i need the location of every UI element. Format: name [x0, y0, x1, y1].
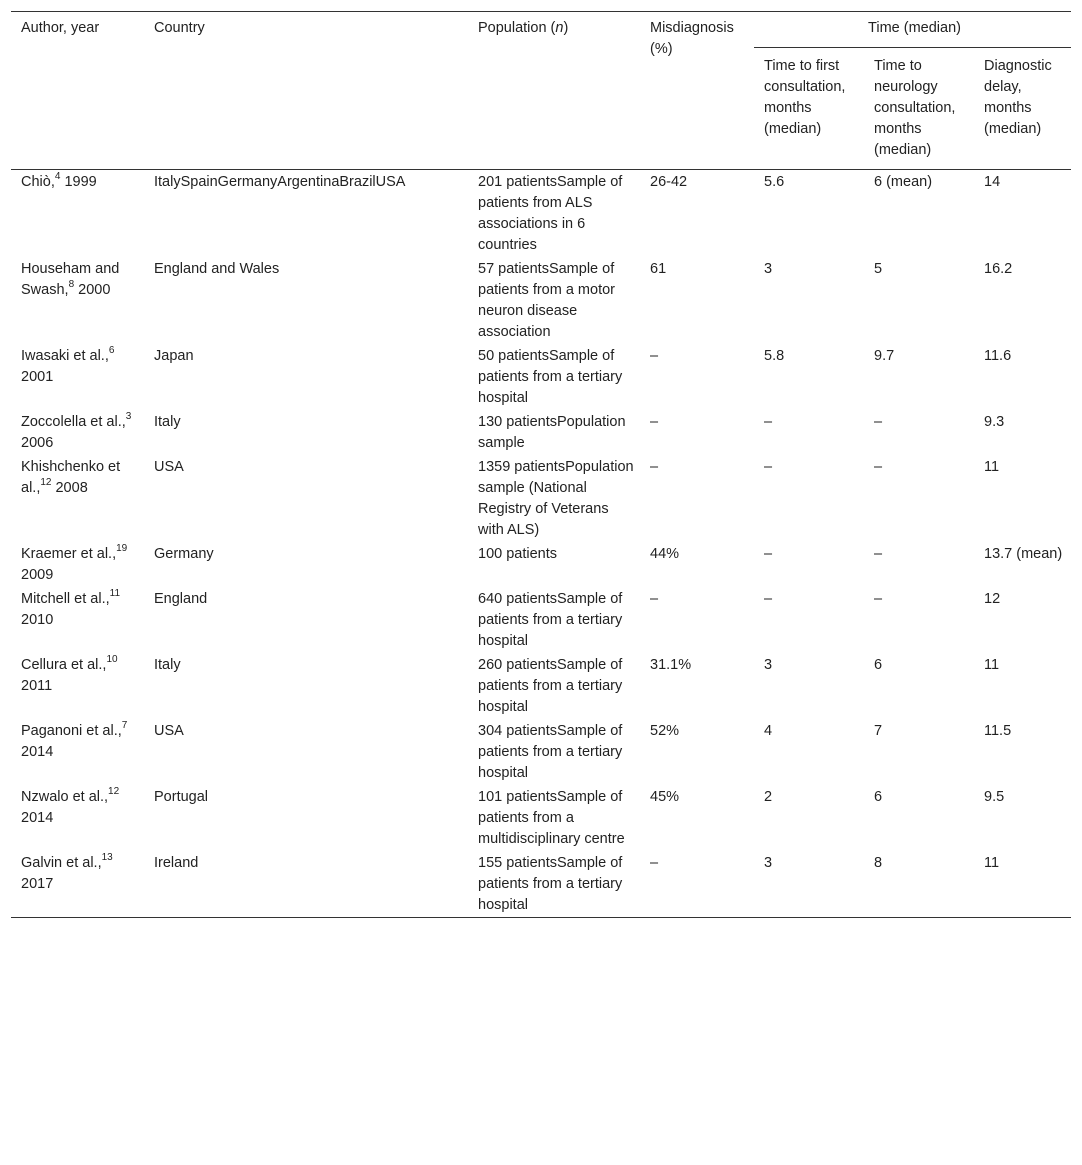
cell-author	[11, 344, 144, 410]
header-time-group: Time (median)	[754, 12, 1071, 48]
header-population-var: n	[555, 20, 564, 36]
publication-year: 2006	[21, 435, 54, 451]
reference-number: 3	[125, 411, 132, 423]
cell-population: 304 patientsSample of patients from a tertiary hospital	[478, 723, 623, 781]
author-name: Cellura et al.,	[21, 657, 107, 673]
cell-time-neuro: –	[874, 546, 883, 562]
cell-time-neuro: 6	[874, 657, 883, 673]
cell-misdiagnosis: –	[650, 414, 659, 430]
table-row	[11, 785, 1071, 851]
cell-delay: 14	[984, 174, 1001, 190]
cell-author	[11, 851, 144, 918]
table-row	[11, 653, 1071, 719]
cell-delay: 11.5	[984, 723, 1012, 739]
cell-time-neuro: –	[874, 591, 883, 607]
table-row	[11, 587, 1071, 653]
header-time-neuro: Time to neurology consultation, months (median)	[864, 48, 974, 170]
header-country: Country	[144, 12, 468, 170]
header-author: Author, year	[11, 12, 144, 170]
cell-delay: 13.7 (mean)	[984, 546, 1063, 562]
cell-population: 1359 patientsPopulation sample (National Registry of Veterans with ALS)	[478, 459, 634, 538]
cell-population: 101 patientsSample of patients from a multidisciplinary centre	[478, 789, 625, 847]
cell-time-first: –	[764, 591, 773, 607]
table-row	[11, 719, 1071, 785]
table-row	[11, 851, 1071, 918]
publication-year: 2017	[21, 876, 54, 892]
cell-author	[11, 719, 144, 785]
header-time-first: Time to first consultation, months (median)	[754, 48, 864, 170]
reference-number: 12	[40, 477, 52, 489]
cell-time-neuro: –	[874, 414, 883, 430]
table-row	[11, 410, 1071, 455]
cell-time-neuro: 6	[874, 789, 883, 805]
cell-author	[11, 170, 144, 258]
cell-delay: 11	[974, 851, 1071, 918]
header-population-suffix: )	[563, 20, 569, 36]
publication-year: 2011	[21, 678, 53, 694]
cell-author	[11, 410, 144, 455]
cell-country: Portugal	[154, 789, 209, 805]
author-name: Kraemer et al.,	[21, 546, 117, 562]
reference-number: 12	[108, 786, 120, 798]
cell-country: ItalySpainGermanyArgentinaBrazilUSA	[154, 174, 406, 190]
cell-misdiagnosis: –	[640, 851, 754, 918]
cell-author	[11, 653, 144, 719]
cell-author	[11, 542, 144, 587]
cell-delay: 12	[984, 591, 1001, 607]
cell-time-first: 5.8	[764, 348, 785, 364]
author-name: Househam and Swash,	[21, 261, 120, 298]
cell-misdiagnosis: 52%	[650, 723, 680, 739]
cell-population: 201 patientsSample of patients from ALS associations in 6 countries	[478, 174, 623, 253]
table-header	[11, 12, 1071, 170]
cell-country: Italy	[154, 657, 181, 673]
cell-time-first: 3	[754, 851, 864, 918]
cell-time-neuro: 8	[864, 851, 974, 918]
cell-country: Germany	[154, 546, 214, 562]
cell-country: Japan	[154, 348, 194, 364]
cell-author	[11, 257, 144, 344]
cell-time-first: 4	[764, 723, 773, 739]
cell-population: 50 patientsSample of patients from a tertiary hospital	[478, 348, 623, 406]
cell-time-first: 3	[764, 657, 773, 673]
table-row	[11, 257, 1071, 344]
header-population	[468, 12, 640, 170]
cell-misdiagnosis: 61	[650, 261, 667, 277]
publication-year: 2008	[51, 480, 88, 496]
table-row	[11, 542, 1071, 587]
header-misdiagnosis: Misdiagnosis (%)	[640, 12, 754, 170]
publication-year: 2010	[21, 612, 54, 628]
table-row	[11, 455, 1071, 542]
publication-year: 2009	[21, 567, 54, 583]
cell-time-neuro: –	[874, 459, 883, 475]
author-name: Chiò,	[21, 174, 55, 190]
author-name: Zoccolella et al.,	[21, 414, 126, 430]
diagnostic-delay-table	[11, 11, 1071, 918]
reference-number: 8	[68, 279, 75, 291]
author-name: Nzwalo et al.,	[21, 789, 109, 805]
cell-author	[11, 785, 144, 851]
cell-time-neuro: 9.7	[874, 348, 895, 364]
reference-number: 4	[54, 171, 61, 183]
publication-year: 2000	[74, 282, 111, 298]
reference-number: 13	[101, 852, 113, 864]
cell-author	[11, 455, 144, 542]
cell-time-first: 5.6	[764, 174, 785, 190]
table-body	[11, 170, 1071, 918]
cell-time-first: 3	[764, 261, 773, 277]
cell-misdiagnosis: –	[650, 459, 659, 475]
cell-delay: 11	[984, 657, 1000, 673]
cell-delay: 16.2	[984, 261, 1013, 277]
author-name: Khishchenko et al.,	[21, 459, 121, 496]
cell-time-first: 2	[764, 789, 773, 805]
cell-delay: 11	[984, 459, 1000, 475]
reference-number: 19	[116, 543, 128, 555]
cell-population: 640 patientsSample of patients from a tertiary hospital	[478, 591, 623, 649]
cell-country: USA	[154, 459, 184, 475]
cell-time-neuro: 5	[874, 261, 883, 277]
publication-year: 2014	[21, 810, 54, 826]
cell-country: England	[154, 591, 208, 607]
cell-author	[11, 587, 144, 653]
cell-misdiagnosis: –	[650, 591, 659, 607]
author-name: Iwasaki et al.,	[21, 348, 109, 364]
cell-population: 57 patientsSample of patients from a motor neuron disease association	[478, 261, 615, 340]
cell-delay: 9.3	[984, 414, 1005, 430]
reference-number: 7	[121, 720, 128, 732]
table-row	[11, 170, 1071, 258]
cell-time-first: –	[764, 546, 773, 562]
table-row	[11, 344, 1071, 410]
cell-misdiagnosis: –	[650, 348, 659, 364]
table-container	[11, 11, 1071, 918]
author-name: Mitchell et al.,	[21, 591, 110, 607]
cell-population: 155 patientsSample of patients from a tertiary hospital	[468, 851, 640, 918]
cell-delay: 9.5	[984, 789, 1005, 805]
publication-year: 2001	[21, 369, 54, 385]
cell-country: Ireland	[144, 851, 468, 918]
cell-time-neuro: 6 (mean)	[874, 174, 933, 190]
cell-misdiagnosis: 45%	[650, 789, 680, 805]
author-name: Galvin et al.,	[21, 855, 102, 871]
publication-year: 2014	[21, 744, 54, 760]
author-name: Paganoni et al.,	[21, 723, 122, 739]
cell-country: England and Wales	[154, 261, 280, 277]
cell-population: 260 patientsSample of patients from a tertiary hospital	[478, 657, 623, 715]
publication-year: 1999	[60, 174, 97, 190]
cell-misdiagnosis: 31.1%	[650, 657, 692, 673]
cell-country: USA	[154, 723, 184, 739]
cell-population: 100 patients	[478, 546, 558, 562]
cell-time-first: –	[764, 459, 773, 475]
cell-population: 130 patientsPopulation sample	[478, 414, 626, 451]
cell-misdiagnosis: 44%	[650, 546, 680, 562]
reference-number: 6	[108, 345, 115, 357]
cell-time-first: –	[764, 414, 773, 430]
cell-country: Italy	[154, 414, 181, 430]
cell-misdiagnosis: 26-42	[650, 174, 688, 190]
reference-number: 11	[109, 588, 121, 600]
cell-time-neuro: 7	[874, 723, 883, 739]
cell-delay: 11.6	[984, 348, 1012, 364]
header-population-prefix: Population (	[478, 20, 556, 36]
reference-number: 10	[106, 654, 118, 666]
header-delay: Diagnostic delay, months (median)	[974, 48, 1071, 170]
